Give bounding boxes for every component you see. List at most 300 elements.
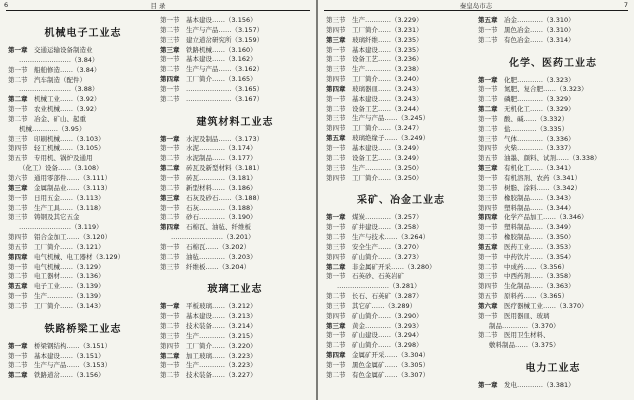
section-heading (8, 16, 158, 46)
entry-text: 油毡…………（3.203） (186, 252, 257, 261)
entry-text: 基本建设……（3.151） (34, 351, 105, 360)
entry-label: 第二节 (478, 262, 498, 271)
toc-entry[interactable] (160, 204, 310, 214)
entry-label: 第三节 (326, 65, 346, 74)
entry-text: …………………（3.167） (186, 94, 264, 103)
entry-text: ……………………（3.119） (19, 223, 103, 232)
section-title: 电力工业志 (525, 363, 581, 375)
entry-text: 铸钢及其它五金 (34, 213, 80, 222)
toc-entry[interactable] (160, 26, 310, 36)
entry-label: 第四章 (326, 351, 346, 360)
entry-text: 化肥…………（3.323） (504, 75, 575, 84)
toc-entry[interactable] (160, 342, 310, 352)
entry-text: 敷料制品……（3.375） (489, 341, 560, 350)
entry-label: 第二章 (326, 262, 346, 271)
toc-entry[interactable] (8, 56, 158, 66)
entry-label: 第一节 (160, 84, 180, 93)
entry-label: 第一节 (8, 65, 28, 74)
entry-label: 第二章 (478, 105, 498, 114)
toc-entry[interactable] (8, 253, 158, 263)
entry-text: 有机溶剂、农药（3.341） (504, 173, 582, 182)
toc-entry[interactable] (478, 341, 628, 351)
toc-entry[interactable] (478, 26, 628, 36)
entry-text: 盐…………（3.335） (504, 124, 569, 133)
entry-text: 矿山简介……（3.290） (352, 311, 423, 320)
toc-entry[interactable] (8, 144, 158, 154)
toc-entry[interactable] (478, 272, 628, 282)
toc-entry[interactable] (160, 312, 310, 322)
entry-label: 第二节 (326, 370, 346, 379)
toc-entry[interactable] (478, 85, 628, 95)
entry-text: 技术装备……（3.227） (186, 371, 257, 380)
entry-text: 电气机械、电工器材（3.129） (34, 252, 125, 261)
toc-entry[interactable] (8, 194, 158, 204)
entry-label: 第四节 (326, 25, 346, 34)
toc-entry[interactable] (478, 174, 628, 184)
toc-entry[interactable] (478, 282, 628, 292)
toc-entry[interactable] (478, 312, 628, 322)
entry-text: 中成药……（3.356） (504, 262, 569, 271)
entry-text: 生产与产品……（3.162） (186, 65, 264, 74)
entry-text: 金属矿开采……（3.304） (352, 351, 430, 360)
entry-text: ……………………（3.84） (19, 55, 99, 64)
entry-text: 基本建设……（3.162） (186, 55, 257, 64)
toc-entry[interactable] (8, 66, 158, 76)
entry-label: 第三节 (160, 331, 180, 340)
entry-text: 工厂简介……（3.220） (186, 341, 257, 350)
entry-label: 第三节 (478, 272, 498, 281)
toc-entry[interactable] (478, 144, 628, 154)
toc-entry[interactable] (160, 75, 310, 85)
entry-label: 第一节 (160, 55, 180, 64)
entry-label: 第二节 (160, 25, 180, 34)
entry-text: 水泥及制品……（3.173） (186, 134, 264, 143)
entry-text: 印刷机械……（3.103） (34, 134, 105, 143)
entry-label: 第三节 (478, 134, 498, 143)
entry-text: 生产工具……（3.118） (34, 203, 105, 212)
entry-text: 工厂简介……（3.247） (352, 124, 423, 133)
toc-entry[interactable] (8, 154, 158, 164)
entry-text: 工厂简介……（3.240） (352, 75, 423, 84)
entry-label: 第三节 (326, 163, 346, 172)
entry-label: 第一节 (160, 173, 180, 182)
entry-label: 第四节 (326, 311, 346, 320)
header-rule (324, 10, 628, 11)
toc-entry[interactable] (160, 332, 310, 342)
entry-label: 第二章 (8, 95, 28, 104)
entry-text: 桥梁钢结构……（3.151） (34, 341, 112, 350)
toc-entry[interactable] (8, 204, 158, 214)
toc-entry[interactable] (326, 95, 476, 105)
entry-label: 第一章 (478, 75, 498, 84)
toc-entry[interactable] (160, 223, 310, 233)
entry-label: 第一节 (326, 143, 346, 152)
entry-text: 橡胶制品……（3.350） (504, 233, 575, 242)
entry-label: 第四章 (326, 84, 346, 93)
toc-entry[interactable] (160, 85, 310, 95)
entry-label: 第二节 (326, 341, 346, 350)
entry-text: 新型材料……（3.186） (186, 183, 257, 192)
entry-label: 第一节 (160, 203, 180, 212)
entry-label: 第一节 (8, 292, 28, 301)
toc-entry[interactable] (160, 243, 310, 253)
section-heading (478, 46, 628, 76)
entry-label: 第五章 (326, 134, 346, 143)
entry-text: 化学产品加工……（3.346） (504, 213, 588, 222)
entry-label: 第三章 (326, 35, 346, 44)
toc-entry[interactable] (478, 135, 628, 145)
toc-entry[interactable] (326, 124, 476, 134)
entry-label: 第四节 (478, 203, 498, 212)
section-heading (478, 351, 628, 381)
entry-text: 日用五金……（3.113） (34, 193, 105, 202)
entry-label: 第二章 (160, 164, 180, 173)
entry-label: 第二节 (160, 322, 180, 331)
entry-text: 工厂简介……（3.143） (34, 301, 105, 310)
entry-text: （化工）设备……（3.108） (19, 164, 103, 173)
entry-text: 水泥制品……（3.177） (186, 154, 257, 163)
toc-entry[interactable] (8, 371, 158, 381)
entry-text: 专用机、锅炉及通用 (34, 154, 93, 163)
entry-label: 第六章 (478, 301, 498, 310)
toc-entry[interactable] (160, 352, 310, 362)
toc-entry[interactable] (160, 95, 310, 105)
toc-entry[interactable] (478, 164, 628, 174)
toc-entry[interactable] (326, 272, 476, 282)
toc-entry[interactable] (8, 223, 158, 233)
toc-entry[interactable] (326, 312, 476, 322)
entry-label: 第一节 (160, 144, 180, 153)
toc-entry[interactable] (478, 302, 628, 312)
entry-text: 交通运输设备制造业 (34, 46, 93, 54)
toc-entry[interactable] (478, 292, 628, 302)
toc-column-1 (8, 16, 158, 381)
toc-entry[interactable] (326, 341, 476, 351)
entry-text: 生产…………（3.215） (186, 331, 257, 340)
toc-entry[interactable] (160, 16, 310, 26)
toc-entry[interactable] (326, 65, 476, 75)
toc-entry[interactable] (326, 243, 476, 253)
toc-entry[interactable] (478, 76, 628, 86)
toc-entry[interactable] (8, 46, 158, 56)
toc-entry[interactable] (478, 331, 628, 341)
toc-entry[interactable] (326, 223, 476, 233)
toc-entry[interactable] (478, 105, 628, 115)
entry-label: 第四节 (8, 233, 28, 242)
toc-entry[interactable] (160, 371, 310, 381)
entry-label: 第四章 (478, 213, 498, 222)
toc-entry[interactable] (8, 95, 158, 105)
toc-entry[interactable] (478, 184, 628, 194)
toc-entry[interactable] (326, 114, 476, 124)
toc-entry[interactable] (326, 55, 476, 65)
entry-label: 第一节 (160, 361, 180, 370)
section-title: 机械电子工业志 (44, 28, 122, 39)
entry-text: 船舶修造……（3.84） (34, 65, 101, 74)
entry-label: 第一节 (8, 351, 28, 360)
toc-entry[interactable] (326, 46, 476, 56)
entry-text: 技术装备……（3.214） (186, 322, 257, 331)
entry-text: 磷肥…………（3.329） (504, 95, 575, 104)
entry-label: 第一节 (478, 85, 498, 94)
entry-label: 第一节 (326, 223, 346, 232)
toc-entry[interactable] (160, 174, 310, 184)
entry-text: 医用器皿、玻璃 (504, 311, 550, 320)
toc-entry[interactable] (478, 154, 628, 164)
entry-text: 轻工机械……（3.105） (34, 144, 105, 153)
toc-entry[interactable] (160, 65, 310, 75)
toc-entry[interactable] (160, 144, 310, 154)
toc-entry[interactable] (8, 292, 158, 302)
entry-label: 第一节 (326, 45, 346, 54)
page-number: 6 (4, 1, 9, 9)
entry-text: 石棉瓦……（3.202） (186, 242, 251, 251)
entry-text: 工厂简介……（3.250） (352, 173, 423, 182)
entry-text: 基本建设……（3.249） (352, 143, 423, 152)
toc-entry[interactable] (326, 263, 476, 273)
toc-entry[interactable] (478, 194, 628, 204)
toc-entry[interactable] (326, 253, 476, 263)
entry-text: 铁路道岔……（3.156） (34, 371, 105, 380)
entry-label: 第一节 (478, 223, 498, 232)
entry-text: 生产…………（3.223） (186, 361, 257, 370)
entry-text: 酸、碱……（3.332） (504, 114, 569, 123)
entry-label: 第四节 (326, 75, 346, 84)
entry-text: 生产与产品……（3.153） (34, 361, 112, 370)
toc-entry[interactable] (8, 282, 158, 292)
toc-entry[interactable] (478, 223, 628, 233)
toc-entry[interactable] (8, 302, 158, 312)
toc-entry[interactable] (478, 204, 628, 214)
toc-entry[interactable] (478, 253, 628, 263)
page-header (0, 0, 316, 10)
entry-label: 第一节 (478, 252, 498, 261)
toc-entry[interactable] (160, 213, 310, 223)
entry-label: 第三章 (478, 164, 498, 173)
toc-entry[interactable] (160, 194, 310, 204)
toc-entry[interactable] (8, 85, 158, 95)
entry-label: 第四节 (326, 173, 346, 182)
entry-text: 煤炭…………（3.257） (352, 213, 423, 222)
entry-text: 发电…………（3.381） (504, 381, 575, 390)
toc-entry[interactable] (8, 361, 158, 371)
entry-text: 机械…………（3.95） (19, 124, 86, 133)
toc-entry[interactable] (326, 351, 476, 361)
entry-label: 第四节 (326, 124, 346, 133)
toc-entry[interactable] (8, 213, 158, 223)
toc-entry[interactable] (478, 243, 628, 253)
toc-entry[interactable] (326, 174, 476, 184)
entry-text: 农业机械……（3.92） (34, 105, 101, 114)
entry-text: …………………（3.165） (186, 84, 264, 93)
entry-text: 设备工艺……（3.236） (352, 55, 423, 64)
entry-label: 第一节 (326, 331, 346, 340)
toc-entry[interactable] (326, 85, 476, 95)
toc-entry[interactable] (8, 263, 158, 273)
toc-entry[interactable] (326, 322, 476, 332)
toc-entry[interactable] (160, 263, 310, 273)
section-heading (8, 312, 158, 342)
entry-label: 第一节 (326, 272, 346, 281)
toc-entry[interactable] (326, 371, 476, 381)
toc-entry[interactable] (160, 302, 310, 312)
entry-text: 玻璃绝缘子……（3.249） (352, 134, 430, 143)
entry-text: 工厂简介……（3.165） (186, 75, 257, 84)
toc-entry[interactable] (160, 233, 310, 243)
toc-entry[interactable] (326, 16, 476, 26)
section-heading (326, 183, 476, 213)
toc-entry[interactable] (8, 76, 158, 86)
entry-text: 气体…………（3.336） (504, 134, 575, 143)
entry-text: 非金属矿开采……（3.280） (352, 262, 436, 271)
toc-entry[interactable] (8, 342, 158, 352)
toc-entry[interactable] (160, 164, 310, 174)
entry-text: 塑料制品……（3.344） (504, 203, 575, 212)
toc-entry[interactable] (8, 115, 158, 125)
entry-label: 第四节 (478, 144, 498, 153)
entry-label: 第一节 (8, 193, 28, 202)
toc-entry[interactable] (160, 154, 310, 164)
entry-text: 汽车制造（配件） (34, 75, 86, 84)
entry-label: 第二节 (160, 183, 180, 192)
toc-entry[interactable] (8, 352, 158, 362)
entry-label: 第二节 (326, 292, 346, 301)
toc-entry[interactable] (160, 361, 310, 371)
toc-entry[interactable] (326, 36, 476, 46)
entry-label: 第一节 (478, 25, 498, 34)
entry-text: 砖瓦及新型材料（3.181） (186, 164, 264, 173)
toc-entry[interactable] (8, 105, 158, 115)
entry-label: 第二节 (478, 183, 498, 192)
toc-entry[interactable] (160, 46, 310, 56)
toc-entry[interactable] (478, 115, 628, 125)
entry-text: 通用零部件……（3.111） (34, 173, 112, 182)
toc-entry[interactable] (478, 36, 628, 46)
entry-label: 第二节 (160, 65, 180, 74)
entry-text: 砖瓦…………（3.181） (186, 173, 257, 182)
entry-text: 冶金…………（3.310） (504, 16, 575, 24)
entry-label: 第五章 (8, 282, 28, 291)
toc-entry[interactable] (8, 272, 158, 282)
entry-text: 基本建设……（3.156） (186, 16, 257, 24)
entry-label: 第一章 (8, 46, 28, 54)
entry-text: 矿山简介……（3.273） (352, 252, 423, 261)
toc-entry[interactable] (326, 134, 476, 144)
entry-text: 制品…………（3.370） (489, 321, 560, 330)
toc-entry[interactable] (8, 125, 158, 135)
toc-entry[interactable] (478, 213, 628, 223)
toc-entry[interactable] (478, 125, 628, 135)
entry-label: 第二节 (8, 114, 28, 123)
entry-label: 第二节 (160, 252, 180, 261)
section-heading (160, 272, 310, 302)
page-number: 7 (623, 1, 628, 9)
toc-entry[interactable] (8, 233, 158, 243)
toc-entry[interactable] (8, 135, 158, 145)
entry-text: 玻璃纤维……（3.235） (352, 35, 423, 44)
toc-entry[interactable] (326, 213, 476, 223)
entry-text: 生产与产品……（3.245） (352, 114, 430, 123)
toc-entry[interactable] (8, 184, 158, 194)
toc-entry[interactable] (160, 322, 310, 332)
toc-entry[interactable] (160, 55, 310, 65)
entry-label: 第三章 (8, 183, 28, 192)
entry-text: 建立道岔研究所（3.159） (186, 35, 264, 44)
toc-entry[interactable] (326, 233, 476, 243)
toc-entry[interactable] (160, 253, 310, 263)
entry-label: 第二节 (478, 95, 498, 104)
entry-label: 第五章 (478, 242, 498, 251)
toc-entry[interactable] (478, 233, 628, 243)
entry-label: 第三节 (478, 193, 498, 202)
toc-entry[interactable] (478, 381, 628, 391)
entry-label: 第一节 (478, 311, 498, 320)
toc-entry[interactable] (326, 292, 476, 302)
entry-text: 机械工业……（3.92） (34, 95, 101, 104)
toc-entry[interactable] (326, 26, 476, 36)
entry-label: 第三节 (326, 242, 346, 251)
entry-text: 原料药……（3.365） (504, 292, 569, 301)
entry-text: 工厂简介……（3.231） (352, 25, 423, 34)
entry-text: 砂石…………（3.190） (186, 213, 257, 222)
toc-entry[interactable] (8, 164, 158, 174)
entry-label: 第二节 (478, 35, 498, 44)
toc-entry[interactable] (326, 154, 476, 164)
toc-entry[interactable] (326, 75, 476, 85)
entry-label: 第二节 (326, 233, 346, 242)
section-title: 建筑材料工业志 (196, 116, 274, 128)
entry-text: 矿井建设……（3.258） (352, 223, 423, 232)
toc-entry[interactable] (326, 105, 476, 115)
toc-entry[interactable] (326, 361, 476, 371)
toc-entry[interactable] (326, 302, 476, 312)
toc-entry[interactable] (326, 282, 476, 292)
toc-entry[interactable] (326, 331, 476, 341)
entry-text: 医药工业……（3.353） (504, 242, 575, 251)
toc-entry[interactable] (160, 135, 310, 145)
toc-entry[interactable] (478, 16, 628, 26)
entry-text: 其它矿……（3.289） (352, 301, 417, 310)
toc-entry[interactable] (326, 144, 476, 154)
entry-text: 水泥…………（3.174） (186, 144, 257, 153)
toc-entry[interactable] (478, 322, 628, 332)
entry-text: 工厂简介……（3.121） (34, 242, 105, 251)
entry-text: ……………………（3.88） (19, 85, 99, 94)
entry-text: ……………………（3.281） (337, 282, 421, 291)
entry-text: 橡胶制品……（3.343） (504, 193, 575, 202)
entry-text: ……………………（3.201） (171, 233, 255, 242)
toc-entry[interactable] (326, 164, 476, 174)
toc-entry[interactable] (8, 243, 158, 253)
entry-label: 第一章 (478, 381, 498, 390)
entry-text: 树脂、涂料……（3.342） (504, 183, 582, 192)
toc-entry[interactable] (478, 95, 628, 105)
entry-label: 第一节 (478, 173, 498, 182)
toc-entry[interactable] (160, 36, 310, 46)
entry-text: 塑料制品……（3.349） (504, 223, 575, 232)
toc-entry[interactable] (8, 174, 158, 184)
entry-label: 第五节 (8, 242, 28, 251)
toc-entry[interactable] (160, 184, 310, 194)
entry-label: 第二节 (478, 331, 498, 340)
entry-text: 加工玻璃……（3.223） (186, 351, 257, 360)
section-title: 玻璃工业志 (207, 284, 263, 296)
entry-text: 有机化工……（3.341） (504, 164, 575, 173)
entry-text: 基本建设……（3.243） (352, 94, 423, 103)
entry-label: 第二节 (160, 154, 180, 163)
toc-entry[interactable] (478, 263, 628, 273)
entry-text: 生产与技术……（3.264） (352, 233, 430, 242)
